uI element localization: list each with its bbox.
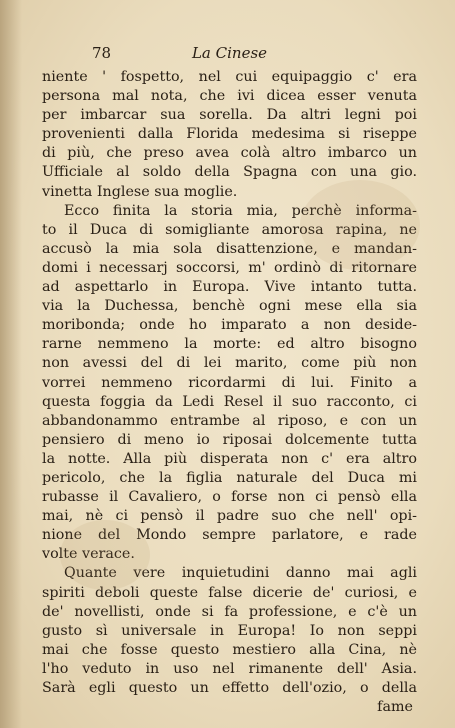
text-line: la notte. Alla più disperata non c' era altro [42,450,417,467]
text-line: vorrei nemmeno ricordarmi di lui. Finito a [42,374,417,391]
text-line: volte verace. [42,546,135,563]
text-line: accusò la mia sola disattenzione, e mandan- [42,240,417,257]
text-line: gusto sì universale in Europa! Io non seppi [42,622,417,639]
text-line: de' novellisti, onde si fa professione, e c'è un [42,603,417,620]
text-line: Quante vere inquietudini danno mai agli [64,565,417,582]
text-line: vinetta Inglese sua moglie. [42,183,238,200]
text-line: non avessi del di lei marito, come più non [42,355,417,372]
text-line: per imbarcar sua sorella. Da altri legni poi [42,107,417,124]
text-line: spiriti deboli queste false dicerie de' curiosi, e [42,584,417,601]
text-line: di più, che preso avea colà altro imbarco un [42,145,417,162]
binding-gutter-shadow [0,0,22,728]
paper-stain [300,180,420,270]
text-line: Ufficiale al soldo della Spagna con una gio. [42,164,417,181]
text-line: pensiero di meno io riposai dolcemente tutta [42,431,417,448]
text-line: mai, nè ci pensò il padre suo che nell' opi- [42,508,417,525]
text-line: persona mal nota, che ivi dicea esser venuta [42,88,417,105]
text-line: questa foggia da Ledi Resel il suo racconto, ci [42,393,417,410]
text-line: ad aspettarlo in Europa. Vive intanto tutta. [42,279,417,296]
paper-stain [60,520,150,590]
text-line: to il Duca di somigliante amorosa rapina, ne [42,221,417,238]
text-line: abbandonammo entrambe al riposo, e con un [42,412,417,429]
page-text [42,68,417,717]
text-line: provenienti dalla Florida medesima si riseppe [42,126,417,143]
text-line: niente ' fospetto, nel cui equipaggio c' era [42,69,417,85]
text-line: mai che fosse questo mestiero alla Cina, nè [42,641,417,658]
text-line: moribonda; onde ho imparato a non deside- [42,317,417,334]
text-line: Sarà egli questo un effetto dell'ozio, o della [42,680,417,696]
text-line: l'ho veduto in uso nel rimanente dell' Asia. [42,660,417,677]
running-head [42,44,417,66]
text-line: pericolo, che la figlia naturale del Duca mi [42,469,417,486]
text-line: via la Duchessa, benchè ogni mese ella sia [42,298,417,315]
text-line: rubasse il Cavaliero, o forse non ci pensò ella [42,489,417,506]
running-title: La Cinese [191,44,268,62]
catchword: fame [377,699,413,716]
page-number: 78 [92,44,112,62]
text-line: domi i necessarj soccorsi, m' ordinò di ritornare [42,259,417,276]
text-line: Ecco finita la storia mia, perchè informa- [64,202,417,219]
text-line: rarne nemmeno la morte: ed altro bisogno [42,336,417,353]
text-line: nione del Mondo sempre parlatore, e rade [42,527,417,544]
